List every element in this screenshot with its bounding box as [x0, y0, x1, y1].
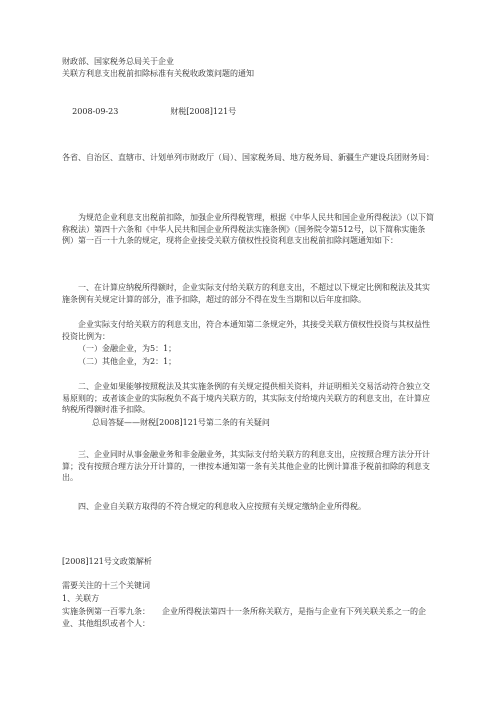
ratio-other: （二）其他企业，为2：1；: [78, 357, 177, 366]
item-1b: 企业实际支付给关联方的利息支出，符合本通知第二条规定外，其接受关联方债权性投资与其权益性投资比例为：: [62, 320, 430, 341]
item-3: 三、企业同时从事金融业务和非金融业务，其实际支付给关联方的利息支出，应按照合理方法分开计算；没有按照合理方法分开计算的，一律按本通知第一条有关其他企业的比例计算准予税前扣除的利息支出。: [62, 450, 430, 482]
header-date-row: [62, 94, 434, 129]
item-2: 二、企业如果能够按照税法及其实施条例的有关规定提供相关资料，并证明相关交易活动符合独立交易原则的；或者该企业的实际税负不高于境内关联方的，其实际支付给境内关联方的利息支出，在计算应纳税所得额时准予扣除。: [62, 382, 430, 414]
keyword-1-text: 实施条例第一百零九条： 企业所得税法第四十一条所称关联方，是指与企业有下列关联关系之一的企业、其他组织或者个人：: [62, 607, 426, 628]
intro-paragraph: 为规范企业利息支出税前扣除，加强企业所得税管理，根据《中华人民共和国企业所得税法》（以下简称税法）第四十六条和《中华人民共和国企业所得税法实施条例》（国务院令第512号，以下简称实施条例）第一百一十九条的规定，现将企业接受关联方债权性投资利息支出税前扣除问题通知如下：: [62, 213, 434, 245]
header-issuer: 财政部、国家税务总局关于企业: [62, 57, 174, 66]
header-title: 关联方利息支出税前扣除标准有关税收政策问题的通知: [62, 69, 254, 78]
analysis-subtitle: 需要关注的十三个关键词: [62, 581, 150, 590]
analysis-title: [2008]121号文政策解析: [62, 557, 152, 566]
item-1: 一、在计算应纳税所得额时，企业实际支付给关联方的利息支出，不超过以下规定比例和税法及其实施条例有关规定计算的部分，准予扣除，超过的部分不得在发生当期和以后年度扣除。: [62, 283, 430, 304]
ratio-financial: （一）金融企业，为5：1；: [78, 344, 177, 353]
faq-link[interactable]: 总局答疑——财税[2008]121号第二条的有关疑问: [92, 418, 270, 427]
addressee: 各省、自治区、直辖市、计划单列市财政厅（局）、国家税务局、地方税务局、新疆生产建设兵团财务局：: [62, 153, 434, 162]
item-4: 四、企业自关联方取得的不符合规定的利息收入应按照有关规定缴纳企业所得税。: [78, 502, 366, 511]
doc-date: 2008-09-23: [72, 106, 119, 116]
keyword-1: 1、关联方: [62, 594, 100, 603]
doc-number: 财税[2008]121号: [170, 106, 237, 116]
